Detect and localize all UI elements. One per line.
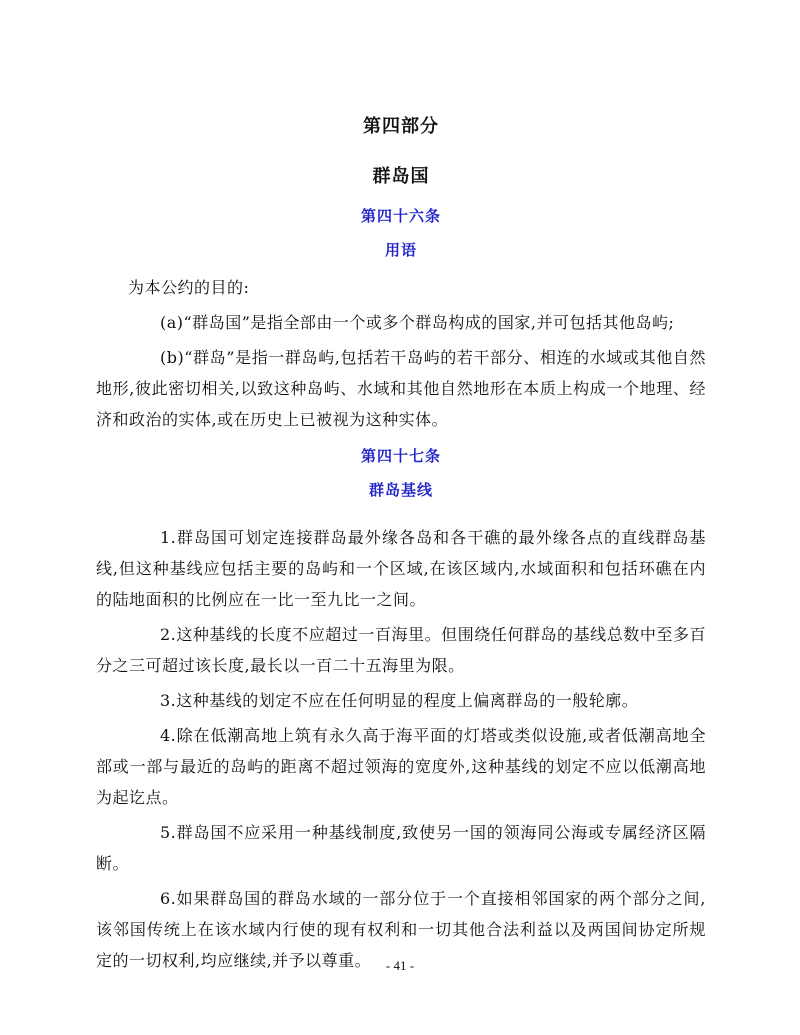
paragraph-number: 6. (160, 889, 177, 908)
article-47 (96, 445, 706, 976)
article-heading: 群岛基线 (368, 481, 433, 499)
article-heading: 用语 (384, 241, 417, 259)
paragraph-number: (a) (160, 313, 184, 332)
paragraph-text: 群岛国不应采用一种基线制度,致使另一国的领海同公海或专属经济区隔断。 (96, 823, 706, 873)
paragraph-text: 这种基线的长度不应超过一百海里。但围绕任何群岛的基线总数中至多百分之三可超过该长度,最长以一百二十五海里为限。 (96, 625, 706, 675)
paragraph-number: 3. (160, 691, 177, 710)
document-body (96, 112, 706, 980)
part-title: 第四部分 (363, 116, 439, 137)
paragraph-number: (b) (160, 348, 185, 367)
article-paragraph (96, 272, 706, 303)
paragraph-text: 为本公约的目的: (128, 278, 250, 297)
paragraph-text: 如果群岛国的群岛水域的一部分位于一个直接相邻国家的两个部分之间,该邻国传统上在该水域内行使的现有权利和一切其他合法利益以及两国间协定所规定的一切权利,均应继续,并予以尊重。 (96, 889, 706, 970)
article-number: 第四十六条 (360, 207, 441, 225)
paragraph-text: “群岛国”是指全部由一个或多个群岛构成的国家,并可包括其他岛屿; (183, 313, 675, 332)
page-number: - 41 - (385, 958, 415, 973)
article-paragraph (96, 720, 706, 813)
part-subtitle: 群岛国 (372, 166, 430, 187)
paragraph-text: 群岛国可划定连接群岛最外缘各岛和各干礁的最外缘各点的直线群岛基线,但这种基线应包括主要的岛屿和一个区域,在该区域内,水域面积和包括环礁在内的陆地面积的比例应在一比一至九比一之间。 (96, 528, 706, 609)
paragraph-number: 1. (160, 528, 177, 547)
paragraph-number: 4. (160, 726, 177, 745)
paragraph-number: 2. (160, 625, 177, 644)
article-paragraph (96, 817, 706, 879)
article-paragraph (96, 619, 706, 681)
article-number: 第四十七条 (360, 447, 441, 465)
paragraph-text: 这种基线的划定不应在任何明显的程度上偏离群岛的一般轮廓。 (176, 691, 639, 710)
article-46 (96, 205, 706, 435)
article-paragraph (96, 307, 706, 338)
paragraph-number: 5. (160, 823, 177, 842)
article-paragraph (96, 522, 706, 615)
article-paragraph (96, 342, 706, 435)
paragraph-text: 除在低潮高地上筑有永久高于海平面的灯塔或类似设施,或者低潮高地全部或一部与最近的岛屿的距离不超过领海的宽度外,这种基线的划定不应以低潮高地为起讫点。 (96, 726, 706, 807)
paragraph-text: “群岛”是指一群岛屿,包括若干岛屿的若干部分、相连的水域或其他自然地形,彼此密切相关,以致这种岛屿、水域和其他自然地形在本质上构成一个地理、经济和政治的实体,或在历史上已被视为这种实体。 (96, 348, 706, 429)
article-paragraph (96, 685, 706, 716)
